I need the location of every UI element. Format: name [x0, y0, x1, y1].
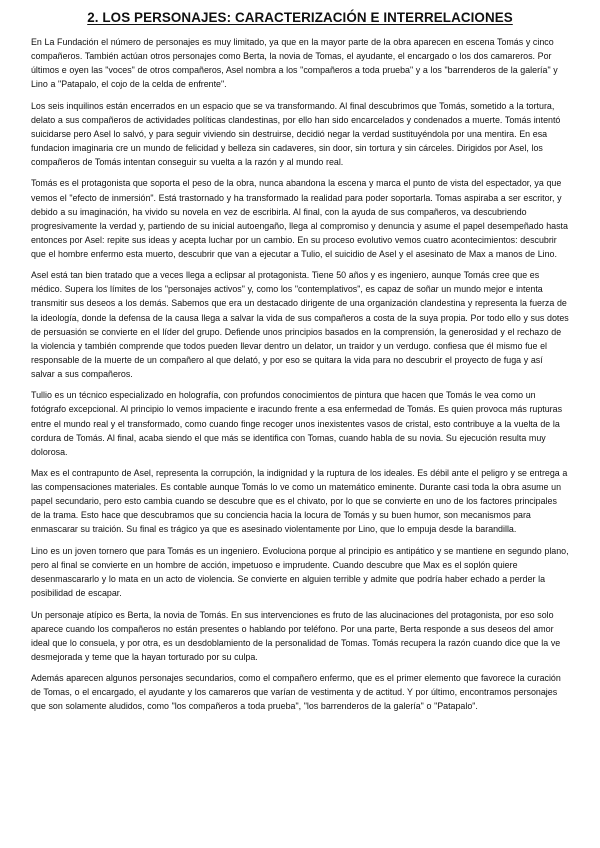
paragraph-asel: Asel está tan bien tratado que a veces llega a eclipsar al protagonista. Tiene 50 años y es ingeniero, aunque Tomás cree que es médico. Supera los límites de los "personajes activos" y, como los "contemplativos", es capaz de soñar un mundo mejor e intenta transmitir sus deseos a los demás. Sabemos que era un destacado dirigente de una organización clandestina y representa la fuerza de la ideología, donde la defensa de la causa llega a salvar la vida de sus compañeros a costa de la suya propia. Por todo ello y sus dotes de persuasión se convierte en el líder del grupo. Defiende unos principios basados en la comprensión, la generosidad y el rechazo de la violencia y también comprende que todos pueden llevar dentro un delator, un traidor y un verdugo. confiesa que él mismo fue el responsable de la muerte de un compañero al que delató, y por eso se quitara la vida para no descubrir el proyecto de fuga y así salvar a sus compañeros. — [31, 270, 569, 379]
paragraph-berta: Un personaje atípico es Berta, la novia de Tomás. En sus intervenciones es fruto de las alucinaciones del protagonista, por eso solo aparece cuando los compañeros no están presentes o hablando por teléfono. Por una parte, Berta responde a sus deseos del amor ideal que lo consuela, y por otra, es un desdoblamiento de la personalidad de Tomas. Tomás recupera la razón cuando dice que la ve desmejorada y teme que la hayan torturado por su culpa. — [31, 609, 561, 662]
paragraph-tullio: Tullio es un técnico especializado en holografía, con profundos conocimientos de pintura que hacen que Tomás le vea como un fotógrafo excepcional. Al principio lo vemos impaciente e iracundo frente a esa enfermedad de Tomás. Es quien provoca más rupturas entre el mundo real y el transformado, como cuando finge recoger unos inexistentes vasos de cristal, esto contribuye a la vuelta de la cordura de Tomás. Al final, acaba siendo el que más se identifica con Tomas, cuando habla de su novia. Su ejecución resulta muy dolorosa. — [31, 390, 563, 457]
paragraph-lino: Lino es un joven tornero que para Tomás es un ingeniero. Evoluciona porque al principio es antipático y se mantiene en segundo plano, pero al final se convierte en un hombre de acción, impetuoso e imprudente. Cuando descubre que Max es el soplón quiere desenmascararlo y lo mata en un acto de violencia. Se convierte en alguien terrible y admite que podría haber echado a perder la posibilidad de escapar. — [31, 545, 569, 599]
paragraph-inquilinos: Los seis inquilinos están encerrados en un espacio que se va transformando. Al final descubrimos que Tomás, sometido a la tortura, delato a sus compañeros de actividades políticas clandestinas, por ello han sido encarcelados y condenados a muerte. Tomás intentó suicidarse pero Asel lo salvó, y para seguir viviendo sin destruirse, decidió negar la verdad sustituyéndola por una mentira. En esa fundacion imaginaria cre un mundo de felicidad y belleza sin cadaveres, sin door, sin tortura y sin cárceles. Dirigidos por Asel, los compañeros de Tomás intentan conseguir su vuelta a la razón y al mundo real. — [31, 100, 561, 168]
paragraph-secundarios: Además aparecen algunos personajes secundarios, como el compañero enfermo, que es el primer elemento que favorece la curación de Tomas, o el encargado, el ayudante y los camareros que varían de vestimenta y de actitud. Y por último, encontramos personajes que son solamente aludidos, como "los compañeros a toda prueba", "los barrenderos de la galería" o "Patapalo". — [31, 673, 561, 712]
paragraph-tomas: Tomás es el protagonista que soporta el peso de la obra, nunca abandona la escena y marca el punto de vista del espectador, ya que vemos el "efecto de inmersión". Está trastornado y ha transformado la realidad para poder soportarla. Tomas aspiraba a ser escritor, y debido a su imaginación, ha vivido su novela en vez de escribirla. Al final, con la ayuda de sus compañeros, va descubriendo progresivamente la verdad y, partiendo de su inicial autoengaño, llega al compromiso y denuncia y asume el papel desempeñado hasta entonces por Asel: repite sus ideas y acepta luchar por un cambio. En su proceso evolutivo vemos cuatro acontecimientos: descubrir que el hombre enfermo esta muerto, descubrir que van a ejecutar a Tulio, el suicidio de Asel y el asesinato de Max a manos de Lino. — [31, 178, 568, 259]
paragraph-intro: En La Fundación el número de personajes es muy limitado, ya que en la mayor parte de la obra aparecen en escena Tomás y cinco compañeros. También actúan otros personajes como Berta, la novia de Tomas, el ayudante, el encargado o los dos camareros. Por últimos e oyen las "voces" de otros compañeros, Asel nombra a los "compañeros a toda prueba" y a los "barrenderos de la galería" y Lino a "Patapalo, el cojo de la celda de enfrente". — [31, 37, 558, 90]
page-title: 2. LOS PERSONAJES: CARACTERIZACIÓN E INTERRELACIONES — [87, 10, 513, 25]
paragraph-max: Max es el contrapunto de Asel, representa la corrupción, la indignidad y la ruptura de los ideales. Es débil ante el peligro y se entrega a las compensaciones materiales. Es contable aunque Tomás lo ve como un matemático eminente. Durante casi toda la obra asume un papel secundario, pero esto cambia cuando se descubre que es el chivato, por lo que se convierte en uno de los factores principales de la trama. Esto hace que descubramos que su conciencia hacia la locura de Tomás y su buen humor, son mecanismos para enmascarar su traición. Su final es trágico ya que es asesinado violentamente por Lino, que lo empuja desde la barandilla. — [31, 468, 568, 535]
